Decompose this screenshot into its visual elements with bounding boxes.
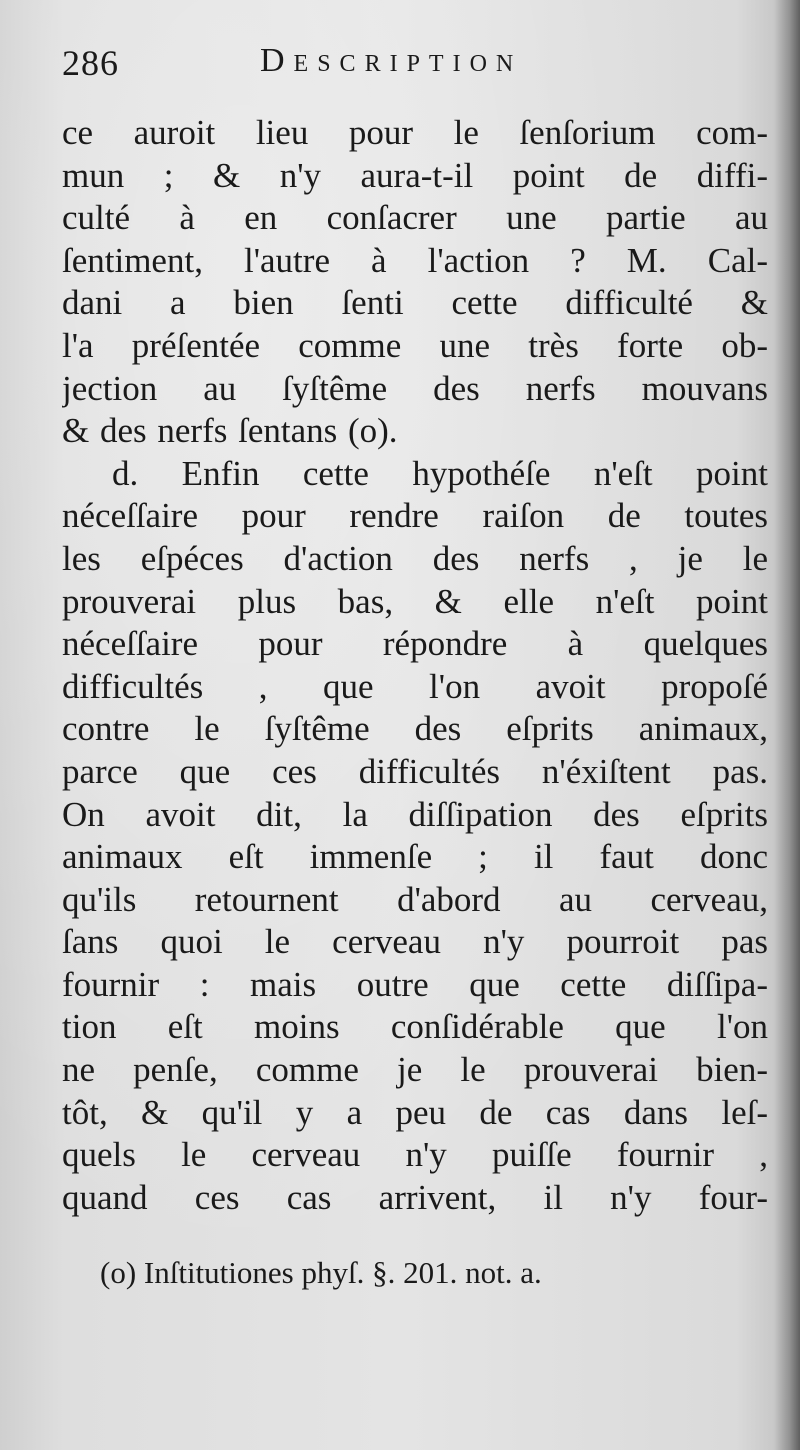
- text-line: fournir : mais outre que cette diſſipa-: [62, 964, 768, 1004]
- text-line: On avoit dit, la diſſipation des eſprits: [62, 794, 768, 834]
- text-line: jection au ſyſtême des nerfs mouvans: [62, 368, 768, 408]
- text-line: & des nerfs ſentans (o).: [62, 411, 398, 451]
- text-line: ſans quoi le cerveau n'y pourroit pas: [62, 922, 768, 962]
- text-line: mun ; & n'y aura-t-il point de diffi-: [62, 155, 768, 195]
- footnote: (o) Inſtitutiones phyſ. §. 201. not. a.: [100, 1255, 542, 1290]
- text-line: quand ces cas arrivent, il n'y four-: [62, 1177, 768, 1217]
- text-line: tion eſt moins conſidérable que l'on: [62, 1007, 768, 1047]
- text-line: qu'ils retournent d'abord au cerveau,: [62, 879, 768, 919]
- page-header: [58, 38, 758, 88]
- text-line: les eſpéces d'action des nerfs , je le: [62, 538, 768, 578]
- text-line: contre le ſyſtême des eſprits animaux,: [62, 709, 768, 749]
- text-line: l'a préſentée comme une très forte ob-: [62, 325, 768, 365]
- text-line: néceſſaire pour rendre raiſon de toutes: [62, 496, 768, 536]
- text-line: ce auroit lieu pour le ſenſorium com-: [62, 113, 768, 152]
- text-line: culté à en conſacrer une partie au: [62, 198, 768, 238]
- text-line: tôt, & qu'il y a peu de cas dans leſ-: [62, 1092, 768, 1132]
- text-line: difficultés , que l'on avoit propoſé: [62, 666, 768, 706]
- page-number: 286: [62, 43, 119, 83]
- text-line: prouverai plus bas, & elle n'eſt point: [62, 581, 768, 621]
- text-line: néceſſaire pour répondre à quelques: [62, 624, 768, 664]
- text-line: parce que ces difficultés n'éxiſtent pas.: [62, 751, 768, 791]
- text-line: ne penſe, comme je le prouverai bien-: [62, 1050, 768, 1090]
- text-line: animaux eſt immenſe ; il faut donc: [62, 837, 768, 877]
- body-text: [62, 112, 768, 1219]
- text-line: ſentiment, l'autre à l'action ? M. Cal-: [62, 240, 768, 280]
- text-line: d. Enfin cette hypothéſe n'eſt point: [112, 453, 768, 493]
- page-edge-shadow: [774, 0, 800, 1450]
- text-line: quels le cerveau n'y puiſſe fournir ,: [62, 1135, 768, 1175]
- running-head: Description: [260, 42, 523, 79]
- text-line: dani a bien ſenti cette difficulté &: [62, 283, 768, 323]
